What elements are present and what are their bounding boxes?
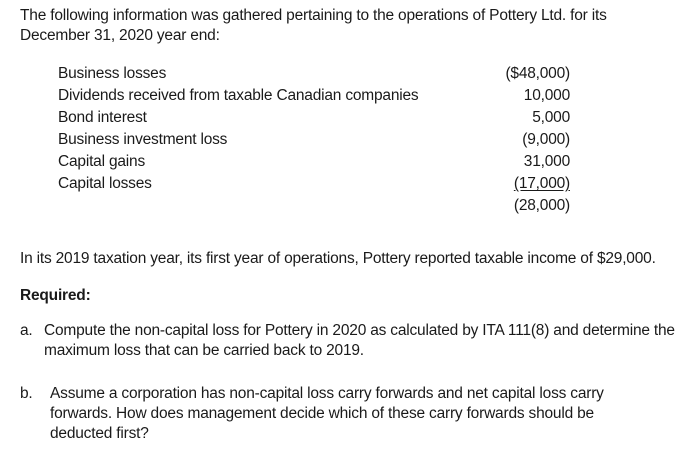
item-label: Dividends received from taxable Canadian companies: [58, 87, 419, 104]
item-amount: 5,000: [532, 109, 570, 126]
item-amount: 10,000: [523, 87, 570, 104]
item-label: Capital losses: [58, 175, 152, 192]
question-marker: b.: [20, 385, 33, 402]
item-label: Capital gains: [58, 153, 146, 170]
financial-items-table: [58, 63, 578, 217]
table-row: [58, 63, 578, 85]
item-amount: ($48,000): [505, 65, 570, 82]
table-row: [58, 107, 578, 129]
question-text: Compute the non-capital loss for Pottery in 2020 as calculated by ITA 111(8) and determine the maximum loss that can be carried back to 2019.: [44, 322, 675, 359]
item-amount: (17,000): [513, 175, 570, 192]
intro-text: The following information was gathered pertaining to the operations of Pottery Ltd. for its December 31, 2020 year end:: [20, 7, 607, 44]
total-amount: (28,000): [513, 197, 570, 214]
item-amount: (9,000): [522, 131, 570, 148]
question-marker: a.: [20, 322, 33, 339]
table-row: [58, 85, 578, 107]
table-row: [58, 151, 578, 173]
question-text: Assume a corporation has non-capital loss carry forwards and net capital loss carry forwards. How does management decide which of these carry forwards should be deducted first?: [50, 385, 604, 442]
required-heading: Required:: [20, 287, 91, 304]
item-label: Bond interest: [58, 109, 147, 126]
item-label: Business losses: [58, 65, 167, 82]
table-row: [58, 129, 578, 151]
item-amount: 31,000: [523, 153, 570, 170]
taxable-income-paragraph: In its 2019 taxation year, its first year of operations, Pottery reported taxable income of $29,000.: [20, 250, 656, 267]
total-row: [58, 195, 578, 217]
table-row: [58, 173, 578, 195]
item-label: Business investment loss: [58, 131, 228, 148]
